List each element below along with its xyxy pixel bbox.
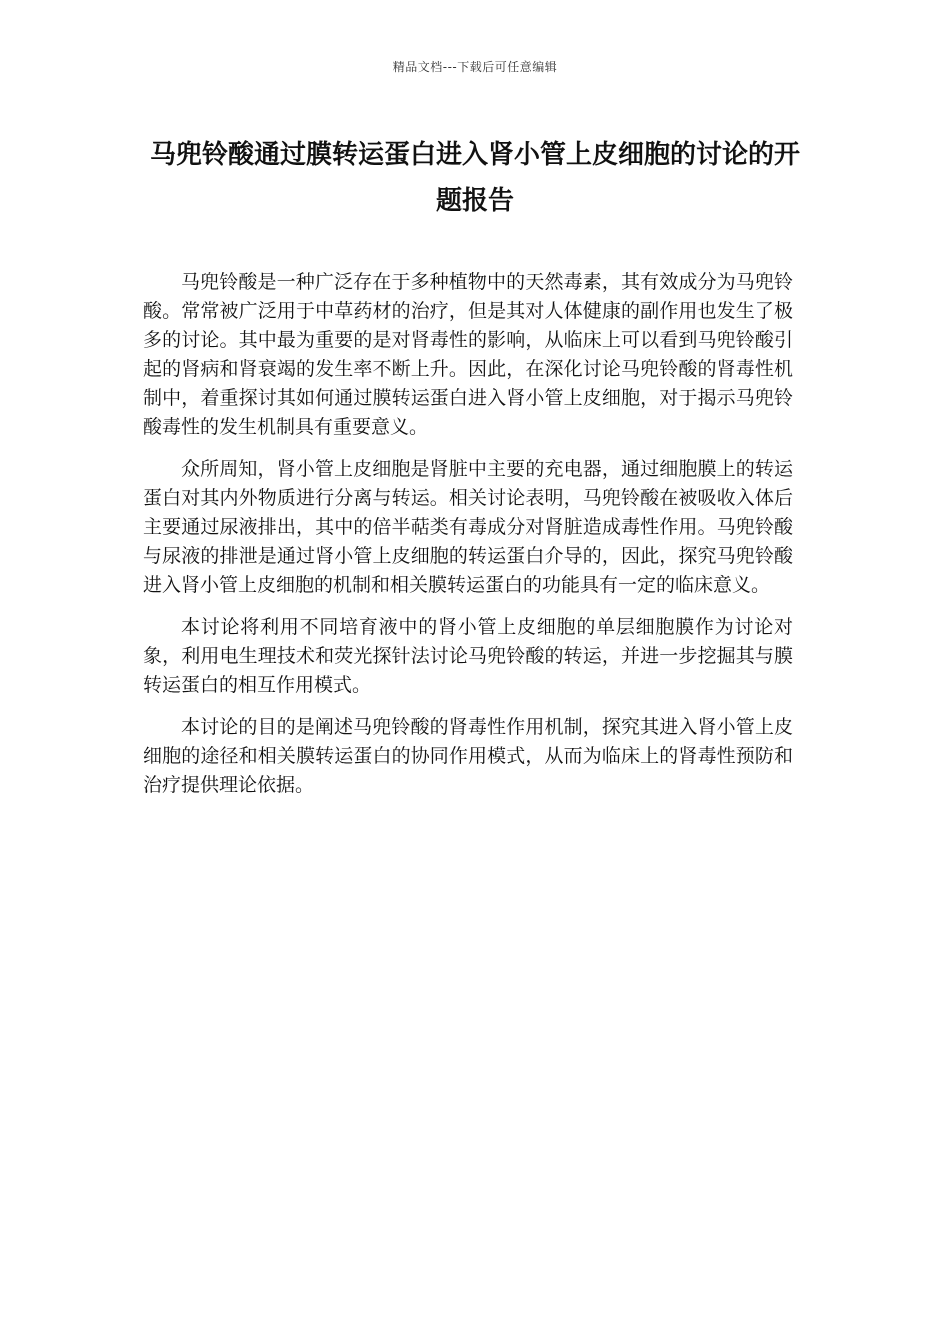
paragraph-3: 本讨论将利用不同培育液中的肾小管上皮细胞的单层细胞膜作为讨论对象，利用电生理技术和荧光探针法讨论马兜铃酸的转运，并进一步挖掘其与膜转运蛋白的相互作用模式。 xyxy=(143,616,793,696)
document-title: 马兜铃酸通过膜转运蛋白进入肾小管上皮细胞的讨论的开题报告 xyxy=(149,140,800,216)
header-note: 精品文档---下载后可任意编辑 xyxy=(392,60,558,74)
paragraph-1: 马兜铃酸是一种广泛存在于多种植物中的天然毒素，其有效成分为马兜铃酸。常常被广泛用于中草药材的治疗，但是其对人体健康的副作用也发生了极多的讨论。其中最为重要的是对肾毒性的影响，从临床上可以看到马兜铃酸引起的肾病和肾衰竭的发生率不断上升。因此，在深化讨论马兜铃酸的肾毒性机制中，着重探讨其如何通过膜转运蛋白进入肾小管上皮细胞，对于揭示马兜铃酸毒性的发生机制具有重要意义。 xyxy=(143,271,793,438)
document-body xyxy=(143,268,793,813)
paragraph-4: 本讨论的目的是阐述马兜铃酸的肾毒性作用机制，探究其进入肾小管上皮细胞的途径和相关膜转运蛋白的协同作用模式，从而为临床上的肾毒性预防和治疗提供理论依据。 xyxy=(143,716,793,796)
paragraph-2: 众所周知，肾小管上皮细胞是肾脏中主要的充电器，通过细胞膜上的转运蛋白对其内外物质进行分离与转运。相关讨论表明，马兜铃酸在被吸收入体后主要通过尿液排出，其中的倍半萜类有毒成分对肾脏造成毒性作用。马兜铃酸与尿液的排泄是通过肾小管上皮细胞的转运蛋白介导的，因此，探究马兜铃酸进入肾小管上皮细胞的机制和相关膜转运蛋白的功能具有一定的临床意义。 xyxy=(143,458,793,596)
